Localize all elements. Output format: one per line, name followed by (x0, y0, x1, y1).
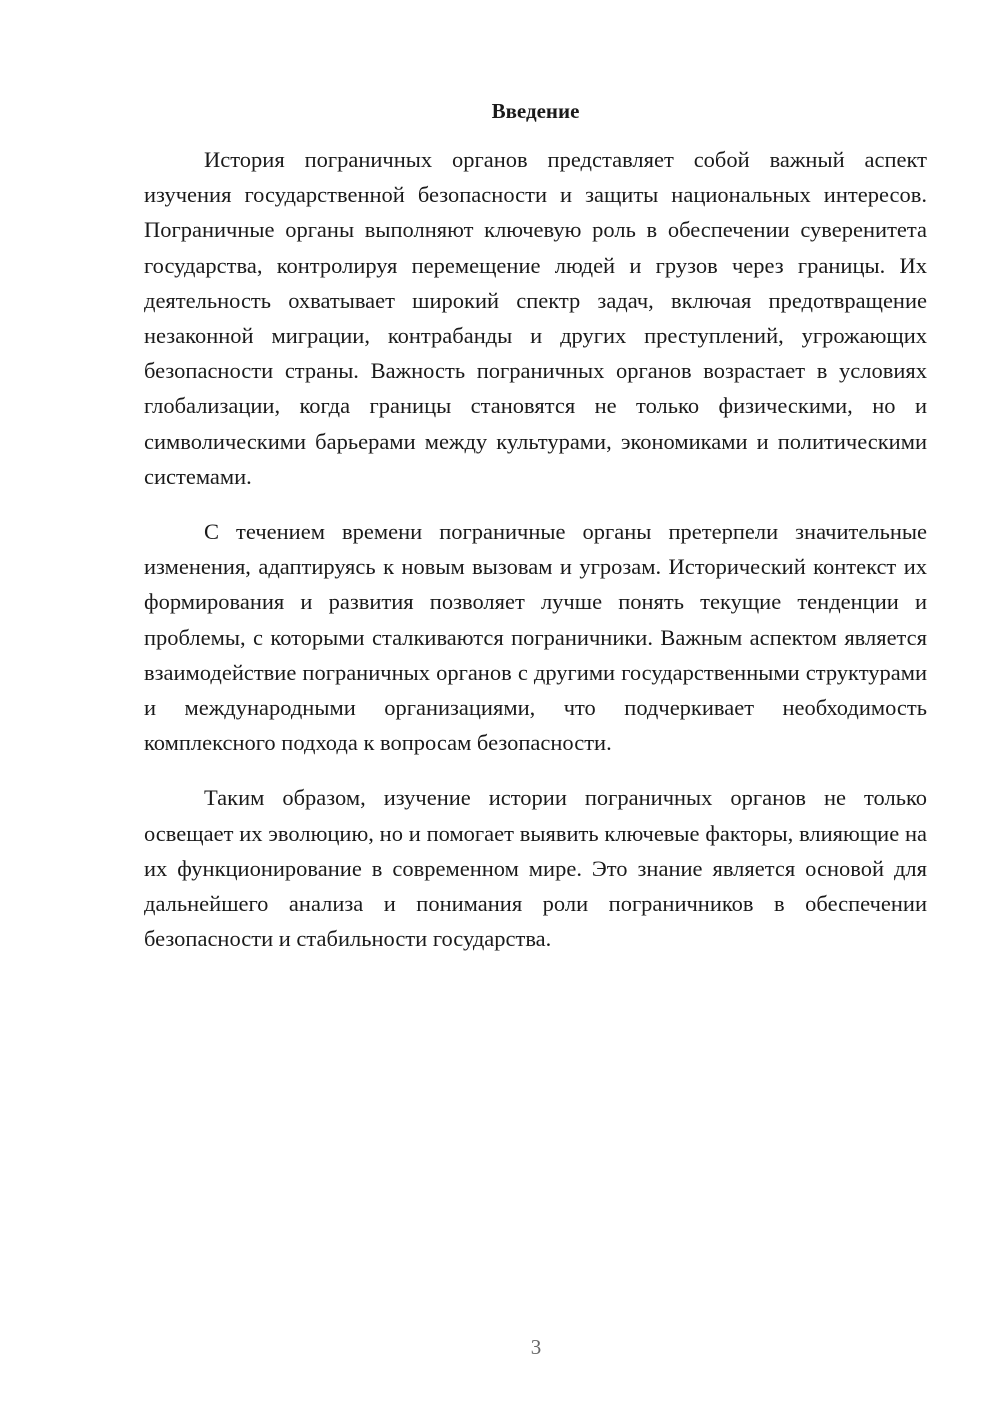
document-body (144, 142, 927, 976)
paragraph-1: История пограничных органов представляет собой важный аспект изучения государственной безопасности и защиты национальных интересов. Пограничные органы выполняют ключевую роль в обеспечении суверенитета государства, контролируя перемещение людей и грузов через границы. Их деятельность охватывает широкий спектр задач, включая предотвращение незаконной миграции, контрабанды и других преступлений, угрожающих безопасности страны. Важность пограничных органов возрастает в условиях глобализации, когда границы становятся не только физическими, но и символическими барьерами между культурами, экономиками и политическими системами. (144, 147, 927, 489)
paragraph-2: С течением времени пограничные органы претерпели значительные изменения, адаптируясь к новым вызовам и угрозам. Исторический контекст их формирования и развития позволяет лучше понять текущие тенденции и проблемы, с которыми сталкиваются пограничники. Важным аспектом является взаимодействие пограничных органов с другими государственными структурами и международными организациями, что подчеркивает необходимость комплексного подхода к вопросам безопасности. (144, 519, 927, 756)
paragraph-3: Таким образом, изучение истории пограничных органов не только освещает их эволюцию, но и помогает выявить ключевые факторы, влияющие на их функционирование в современном мире. Это знание является основой для дальнейшего анализа и понимания роли пограничников в обеспечении безопасности и стабильности государства. (144, 785, 927, 952)
page-number: 3 (530, 1335, 542, 1359)
page-title: Введение (491, 99, 580, 123)
